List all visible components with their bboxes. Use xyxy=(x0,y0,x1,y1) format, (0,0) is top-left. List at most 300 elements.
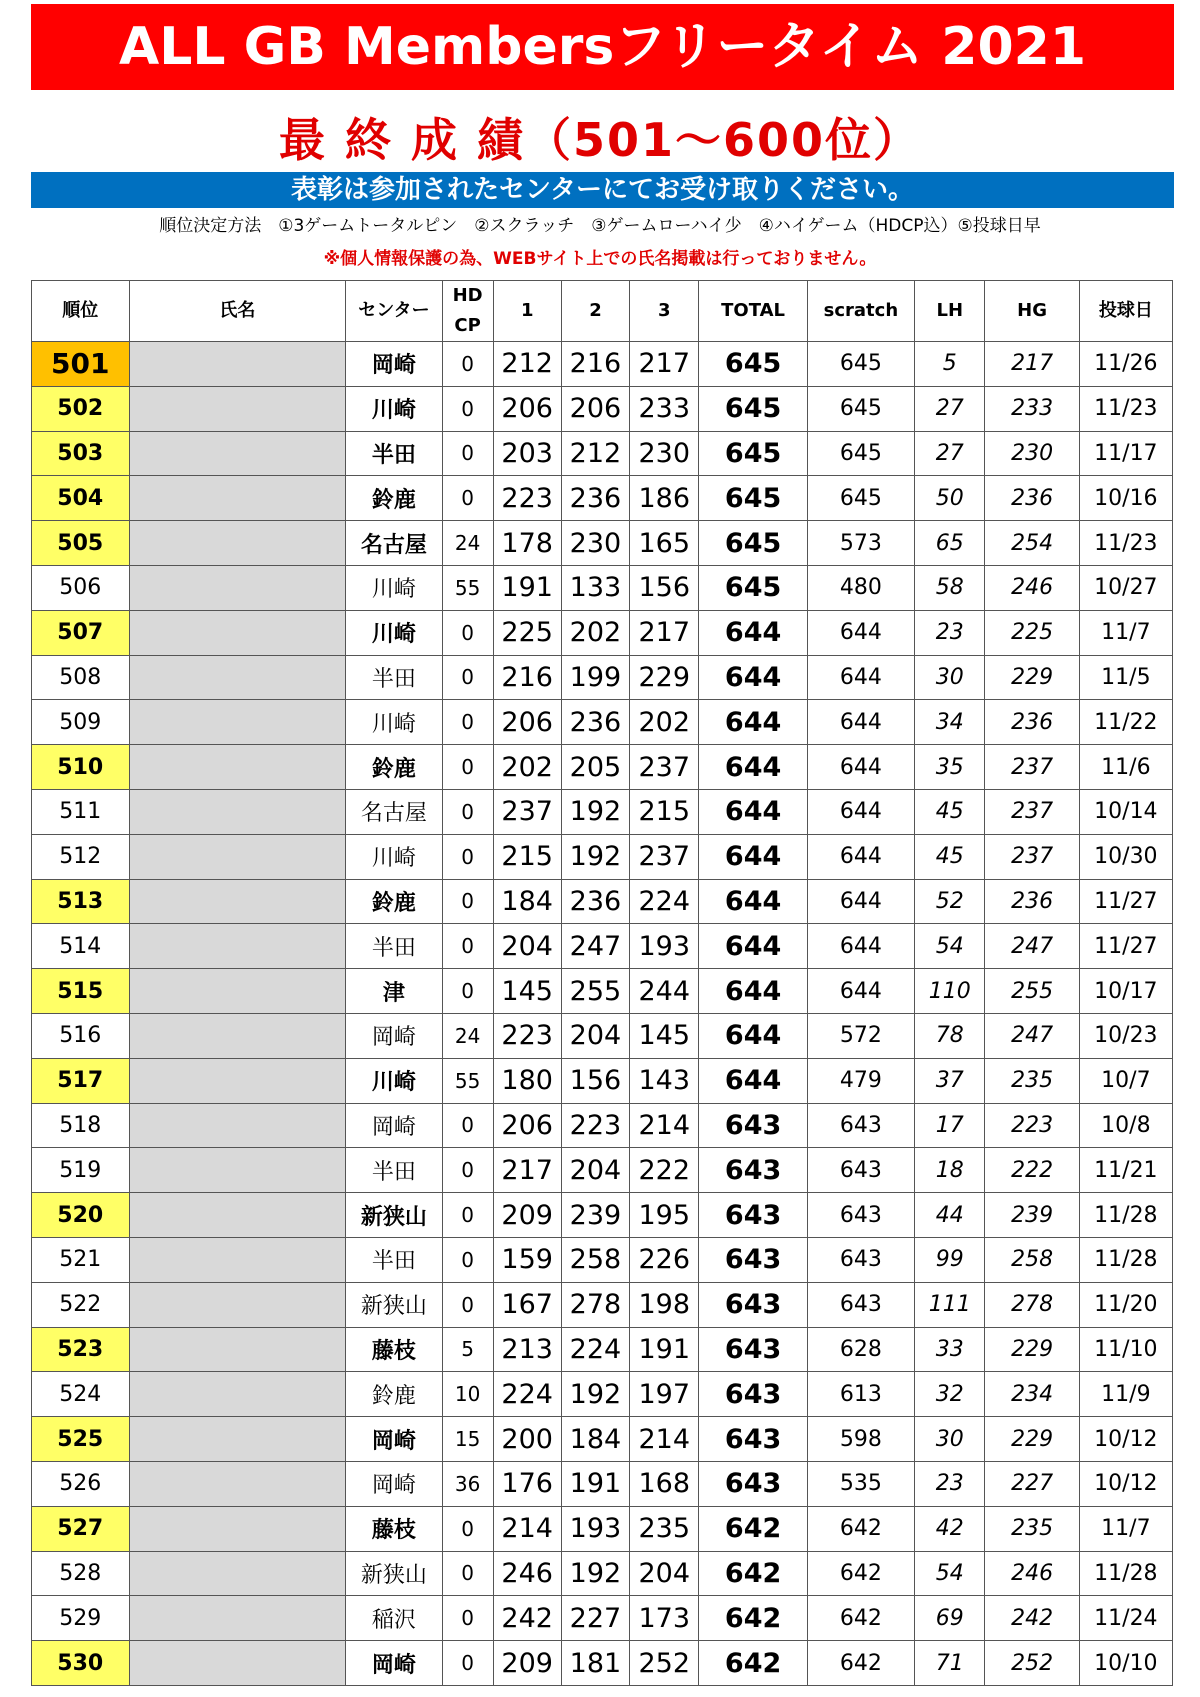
col-header-name: 氏名 xyxy=(129,281,346,342)
scratch-cell: 644 xyxy=(807,610,914,655)
hg-cell: 229 xyxy=(985,655,1079,700)
table-row xyxy=(32,565,1173,610)
rank-cell: 527 xyxy=(32,1506,130,1551)
name-cell xyxy=(129,1013,346,1058)
scratch-cell: 644 xyxy=(807,789,914,834)
total-cell: 643 xyxy=(699,1103,807,1148)
game1-cell: 225 xyxy=(493,610,561,655)
center-cell: 藤枝 xyxy=(346,1506,442,1551)
col-header-hdcp xyxy=(442,281,493,342)
name-cell xyxy=(129,1282,346,1327)
game3-cell: 198 xyxy=(630,1282,699,1327)
game1-cell: 214 xyxy=(493,1506,561,1551)
game2-cell: 181 xyxy=(561,1641,629,1686)
rank-cell: 525 xyxy=(32,1417,130,1462)
name-cell xyxy=(129,1461,346,1506)
rank-cell: 523 xyxy=(32,1327,130,1372)
game3-cell: 237 xyxy=(630,834,699,879)
table-row xyxy=(32,1596,1173,1641)
game3-cell: 244 xyxy=(630,969,699,1014)
lh-cell: 50 xyxy=(915,476,985,521)
game2-cell: 212 xyxy=(561,431,629,476)
game1-cell: 217 xyxy=(493,1148,561,1193)
hg-cell: 278 xyxy=(985,1282,1079,1327)
table-row xyxy=(32,1282,1173,1327)
table-row xyxy=(32,342,1173,387)
name-cell xyxy=(129,476,346,521)
table-row xyxy=(32,789,1173,834)
game2-cell: 206 xyxy=(561,386,629,431)
game3-cell: 229 xyxy=(630,655,699,700)
table-row xyxy=(32,1237,1173,1282)
game3-cell: 217 xyxy=(630,342,699,387)
scratch-cell: 480 xyxy=(807,565,914,610)
game2-cell: 204 xyxy=(561,1013,629,1058)
total-cell: 643 xyxy=(699,1237,807,1282)
center-cell: 川崎 xyxy=(346,700,442,745)
col-header-hdcp-top: HD xyxy=(452,285,483,306)
lh-cell: 45 xyxy=(915,834,985,879)
game3-cell: 224 xyxy=(630,879,699,924)
game1-cell: 223 xyxy=(493,1013,561,1058)
game1-cell: 206 xyxy=(493,1103,561,1148)
date-cell: 11/27 xyxy=(1079,879,1172,924)
name-cell xyxy=(129,1103,346,1148)
game1-cell: 209 xyxy=(493,1641,561,1686)
date-cell: 11/6 xyxy=(1079,745,1172,790)
game1-cell: 203 xyxy=(493,431,561,476)
col-header-hdcp-bottom: CP xyxy=(454,315,481,336)
scratch-cell: 644 xyxy=(807,700,914,745)
hdcp-cell: 0 xyxy=(442,1641,493,1686)
hg-cell: 239 xyxy=(985,1193,1079,1238)
game2-cell: 199 xyxy=(561,655,629,700)
page-subtitle: 最 終 成 績（501～600位） xyxy=(278,113,922,167)
hdcp-cell: 0 xyxy=(442,1103,493,1148)
center-cell: 岡崎 xyxy=(346,1641,442,1686)
rank-cell: 503 xyxy=(32,431,130,476)
lh-cell: 111 xyxy=(915,1282,985,1327)
table-row xyxy=(32,1327,1173,1372)
col-header-rank: 順位 xyxy=(32,281,130,342)
col-header-game3: 3 xyxy=(630,281,699,342)
lh-cell: 23 xyxy=(915,1461,985,1506)
scratch-cell: 573 xyxy=(807,521,914,566)
lh-cell: 78 xyxy=(915,1013,985,1058)
game1-cell: 145 xyxy=(493,969,561,1014)
table-row xyxy=(32,879,1173,924)
table-row xyxy=(32,1372,1173,1417)
total-cell: 642 xyxy=(699,1596,807,1641)
rank-cell: 529 xyxy=(32,1596,130,1641)
col-header-center: センター xyxy=(346,281,442,342)
total-cell: 645 xyxy=(699,342,807,387)
center-cell: 半田 xyxy=(346,1237,442,1282)
hg-cell: 222 xyxy=(985,1148,1079,1193)
hg-cell: 237 xyxy=(985,834,1079,879)
rank-cell: 522 xyxy=(32,1282,130,1327)
name-cell xyxy=(129,1551,346,1596)
lh-cell: 35 xyxy=(915,745,985,790)
date-cell: 10/12 xyxy=(1079,1417,1172,1462)
table-row xyxy=(32,655,1173,700)
lh-cell: 52 xyxy=(915,879,985,924)
hg-cell: 246 xyxy=(985,565,1079,610)
game2-cell: 216 xyxy=(561,342,629,387)
date-cell: 11/7 xyxy=(1079,610,1172,655)
total-cell: 644 xyxy=(699,834,807,879)
hg-cell: 217 xyxy=(985,342,1079,387)
lh-cell: 71 xyxy=(915,1641,985,1686)
table-row xyxy=(32,924,1173,969)
hdcp-cell: 0 xyxy=(442,386,493,431)
rank-cell: 519 xyxy=(32,1148,130,1193)
hdcp-cell: 0 xyxy=(442,342,493,387)
rank-cell: 524 xyxy=(32,1372,130,1417)
scratch-cell: 572 xyxy=(807,1013,914,1058)
date-cell: 11/21 xyxy=(1079,1148,1172,1193)
game1-cell: 191 xyxy=(493,565,561,610)
hg-cell: 236 xyxy=(985,700,1079,745)
game3-cell: 197 xyxy=(630,1372,699,1417)
rank-cell: 514 xyxy=(32,924,130,969)
game2-cell: 205 xyxy=(561,745,629,790)
lh-cell: 44 xyxy=(915,1193,985,1238)
hg-cell: 233 xyxy=(985,386,1079,431)
hg-cell: 252 xyxy=(985,1641,1079,1686)
hdcp-cell: 0 xyxy=(442,431,493,476)
game1-cell: 206 xyxy=(493,700,561,745)
col-header-game2: 2 xyxy=(561,281,629,342)
lh-cell: 54 xyxy=(915,924,985,969)
scratch-cell: 645 xyxy=(807,342,914,387)
lh-cell: 27 xyxy=(915,386,985,431)
scratch-cell: 645 xyxy=(807,476,914,521)
game2-cell: 258 xyxy=(561,1237,629,1282)
date-cell: 11/26 xyxy=(1079,342,1172,387)
scratch-cell: 642 xyxy=(807,1596,914,1641)
scratch-cell: 628 xyxy=(807,1327,914,1372)
hdcp-cell: 0 xyxy=(442,1282,493,1327)
total-cell: 643 xyxy=(699,1372,807,1417)
hdcp-cell: 0 xyxy=(442,745,493,790)
date-cell: 11/23 xyxy=(1079,521,1172,566)
game2-cell: 236 xyxy=(561,476,629,521)
hdcp-cell: 0 xyxy=(442,969,493,1014)
name-cell xyxy=(129,1372,346,1417)
rank-cell: 510 xyxy=(32,745,130,790)
date-cell: 11/28 xyxy=(1079,1193,1172,1238)
hdcp-cell: 15 xyxy=(442,1417,493,1462)
col-header-hg: HG xyxy=(985,281,1079,342)
total-cell: 645 xyxy=(699,476,807,521)
name-cell xyxy=(129,1237,346,1282)
game1-cell: 224 xyxy=(493,1372,561,1417)
hdcp-cell: 36 xyxy=(442,1461,493,1506)
name-cell xyxy=(129,1641,346,1686)
table-row xyxy=(32,386,1173,431)
scratch-cell: 642 xyxy=(807,1641,914,1686)
game1-cell: 246 xyxy=(493,1551,561,1596)
scratch-cell: 644 xyxy=(807,655,914,700)
game3-cell: 193 xyxy=(630,924,699,969)
total-cell: 643 xyxy=(699,1327,807,1372)
hg-cell: 227 xyxy=(985,1461,1079,1506)
date-cell: 11/22 xyxy=(1079,700,1172,745)
game1-cell: 242 xyxy=(493,1596,561,1641)
table-row xyxy=(32,1013,1173,1058)
center-cell: 名古屋 xyxy=(346,521,442,566)
rank-cell: 511 xyxy=(32,789,130,834)
game3-cell: 204 xyxy=(630,1551,699,1596)
game1-cell: 209 xyxy=(493,1193,561,1238)
lh-cell: 18 xyxy=(915,1148,985,1193)
hg-cell: 223 xyxy=(985,1103,1079,1148)
table-row xyxy=(32,700,1173,745)
game2-cell: 255 xyxy=(561,969,629,1014)
hg-cell: 258 xyxy=(985,1237,1079,1282)
notice-bar: 表彰は参加されたセンターにてお受け取りください。 xyxy=(31,172,1174,208)
table-row xyxy=(32,521,1173,566)
hdcp-cell: 0 xyxy=(442,700,493,745)
name-cell xyxy=(129,1058,346,1103)
scratch-cell: 644 xyxy=(807,924,914,969)
hdcp-cell: 0 xyxy=(442,924,493,969)
game2-cell: 230 xyxy=(561,521,629,566)
game2-cell: 236 xyxy=(561,700,629,745)
date-cell: 10/27 xyxy=(1079,565,1172,610)
table-header-row xyxy=(32,281,1173,342)
hg-cell: 237 xyxy=(985,745,1079,790)
lh-cell: 17 xyxy=(915,1103,985,1148)
table-row xyxy=(32,969,1173,1014)
scratch-cell: 644 xyxy=(807,969,914,1014)
table-row xyxy=(32,1551,1173,1596)
center-cell: 川崎 xyxy=(346,386,442,431)
game1-cell: 223 xyxy=(493,476,561,521)
total-cell: 644 xyxy=(699,879,807,924)
name-cell xyxy=(129,1327,346,1372)
game3-cell: 145 xyxy=(630,1013,699,1058)
game2-cell: 224 xyxy=(561,1327,629,1372)
table-row xyxy=(32,1417,1173,1462)
date-cell: 11/10 xyxy=(1079,1327,1172,1372)
rank-cell: 515 xyxy=(32,969,130,1014)
game3-cell: 235 xyxy=(630,1506,699,1551)
lh-cell: 37 xyxy=(915,1058,985,1103)
rank-cell: 506 xyxy=(32,565,130,610)
total-cell: 644 xyxy=(699,969,807,1014)
scratch-cell: 643 xyxy=(807,1193,914,1238)
game1-cell: 200 xyxy=(493,1417,561,1462)
name-cell xyxy=(129,1193,346,1238)
scratch-cell: 645 xyxy=(807,386,914,431)
table-row xyxy=(32,476,1173,521)
scratch-cell: 613 xyxy=(807,1372,914,1417)
game3-cell: 222 xyxy=(630,1148,699,1193)
hdcp-cell: 0 xyxy=(442,655,493,700)
col-header-lh: LH xyxy=(915,281,985,342)
hg-cell: 236 xyxy=(985,476,1079,521)
table-row xyxy=(32,834,1173,879)
game2-cell: 192 xyxy=(561,1551,629,1596)
game1-cell: 184 xyxy=(493,879,561,924)
game1-cell: 180 xyxy=(493,1058,561,1103)
hg-cell: 229 xyxy=(985,1417,1079,1462)
lh-cell: 30 xyxy=(915,1417,985,1462)
hdcp-cell: 0 xyxy=(442,1506,493,1551)
total-cell: 643 xyxy=(699,1417,807,1462)
game3-cell: 168 xyxy=(630,1461,699,1506)
center-cell: 川崎 xyxy=(346,834,442,879)
hdcp-cell: 55 xyxy=(442,1058,493,1103)
hg-cell: 225 xyxy=(985,610,1079,655)
table-row xyxy=(32,1506,1173,1551)
rank-cell: 513 xyxy=(32,879,130,924)
total-cell: 645 xyxy=(699,386,807,431)
game2-cell: 193 xyxy=(561,1506,629,1551)
results-table xyxy=(31,280,1173,1686)
ranking-method-text: 順位決定方法 ①3ゲームトータルピン ②スクラッチ ③ゲームローハイ少 ④ハイゲーム（HDCP込）⑤投球日早 xyxy=(159,216,1041,236)
date-cell: 11/7 xyxy=(1079,1506,1172,1551)
center-cell: 川崎 xyxy=(346,610,442,655)
hdcp-cell: 55 xyxy=(442,565,493,610)
game3-cell: 233 xyxy=(630,386,699,431)
hdcp-cell: 10 xyxy=(442,1372,493,1417)
name-cell xyxy=(129,386,346,431)
game1-cell: 159 xyxy=(493,1237,561,1282)
date-cell: 10/12 xyxy=(1079,1461,1172,1506)
center-cell: 鈴鹿 xyxy=(346,476,442,521)
center-cell: 岡崎 xyxy=(346,1103,442,1148)
total-cell: 643 xyxy=(699,1148,807,1193)
col-header-date: 投球日 xyxy=(1079,281,1172,342)
rank-cell: 509 xyxy=(32,700,130,745)
game2-cell: 133 xyxy=(561,565,629,610)
date-cell: 11/27 xyxy=(1079,924,1172,969)
center-cell: 半田 xyxy=(346,924,442,969)
name-cell xyxy=(129,610,346,655)
game1-cell: 216 xyxy=(493,655,561,700)
date-cell: 10/16 xyxy=(1079,476,1172,521)
lh-cell: 54 xyxy=(915,1551,985,1596)
center-cell: 岡崎 xyxy=(346,1461,442,1506)
rank-cell: 502 xyxy=(32,386,130,431)
game3-cell: 195 xyxy=(630,1193,699,1238)
game3-cell: 143 xyxy=(630,1058,699,1103)
lh-cell: 23 xyxy=(915,610,985,655)
game3-cell: 226 xyxy=(630,1237,699,1282)
game1-cell: 206 xyxy=(493,386,561,431)
center-cell: 半田 xyxy=(346,1148,442,1193)
game1-cell: 237 xyxy=(493,789,561,834)
date-cell: 11/5 xyxy=(1079,655,1172,700)
rank-cell: 505 xyxy=(32,521,130,566)
scratch-cell: 645 xyxy=(807,431,914,476)
table-row xyxy=(32,1193,1173,1238)
total-cell: 644 xyxy=(699,789,807,834)
hdcp-cell: 24 xyxy=(442,1013,493,1058)
lh-cell: 5 xyxy=(915,342,985,387)
total-cell: 644 xyxy=(699,655,807,700)
game2-cell: 227 xyxy=(561,1596,629,1641)
hdcp-cell: 0 xyxy=(442,1193,493,1238)
scratch-cell: 644 xyxy=(807,879,914,924)
game2-cell: 223 xyxy=(561,1103,629,1148)
game1-cell: 178 xyxy=(493,521,561,566)
game2-cell: 191 xyxy=(561,1461,629,1506)
date-cell: 11/17 xyxy=(1079,431,1172,476)
rank-cell: 528 xyxy=(32,1551,130,1596)
total-cell: 645 xyxy=(699,431,807,476)
center-cell: 新狭山 xyxy=(346,1282,442,1327)
name-cell xyxy=(129,1596,346,1641)
total-cell: 644 xyxy=(699,1013,807,1058)
game2-cell: 156 xyxy=(561,1058,629,1103)
hdcp-cell: 0 xyxy=(442,879,493,924)
hg-cell: 247 xyxy=(985,924,1079,969)
scratch-cell: 644 xyxy=(807,834,914,879)
hg-cell: 229 xyxy=(985,1327,1079,1372)
date-cell: 10/14 xyxy=(1079,789,1172,834)
table-row xyxy=(32,1148,1173,1193)
table-row xyxy=(32,1641,1173,1686)
game1-cell: 212 xyxy=(493,342,561,387)
scratch-cell: 642 xyxy=(807,1551,914,1596)
name-cell xyxy=(129,655,346,700)
game2-cell: 204 xyxy=(561,1148,629,1193)
total-cell: 645 xyxy=(699,521,807,566)
center-cell: 半田 xyxy=(346,655,442,700)
hdcp-cell: 24 xyxy=(442,521,493,566)
game3-cell: 191 xyxy=(630,1327,699,1372)
hdcp-cell: 0 xyxy=(442,1551,493,1596)
date-cell: 11/23 xyxy=(1079,386,1172,431)
game1-cell: 167 xyxy=(493,1282,561,1327)
game1-cell: 176 xyxy=(493,1461,561,1506)
game1-cell: 204 xyxy=(493,924,561,969)
game3-cell: 186 xyxy=(630,476,699,521)
name-cell xyxy=(129,342,346,387)
total-cell: 645 xyxy=(699,565,807,610)
date-cell: 10/10 xyxy=(1079,1641,1172,1686)
rank-cell: 530 xyxy=(32,1641,130,1686)
rank-cell: 512 xyxy=(32,834,130,879)
hg-cell: 254 xyxy=(985,521,1079,566)
game3-cell: 215 xyxy=(630,789,699,834)
lh-cell: 34 xyxy=(915,700,985,745)
center-cell: 鈴鹿 xyxy=(346,1372,442,1417)
col-header-total: TOTAL xyxy=(699,281,807,342)
lh-cell: 69 xyxy=(915,1596,985,1641)
rank-cell: 507 xyxy=(32,610,130,655)
center-cell: 鈴鹿 xyxy=(346,745,442,790)
game3-cell: 252 xyxy=(630,1641,699,1686)
scratch-cell: 643 xyxy=(807,1148,914,1193)
game3-cell: 165 xyxy=(630,521,699,566)
center-cell: 津 xyxy=(346,969,442,1014)
name-cell xyxy=(129,1148,346,1193)
hdcp-cell: 0 xyxy=(442,610,493,655)
center-cell: 藤枝 xyxy=(346,1327,442,1372)
table-body xyxy=(32,342,1173,1686)
center-cell: 新狭山 xyxy=(346,1193,442,1238)
game3-cell: 217 xyxy=(630,610,699,655)
center-cell: 岡崎 xyxy=(346,1417,442,1462)
hg-cell: 237 xyxy=(985,789,1079,834)
center-cell: 川崎 xyxy=(346,1058,442,1103)
hg-cell: 246 xyxy=(985,1551,1079,1596)
